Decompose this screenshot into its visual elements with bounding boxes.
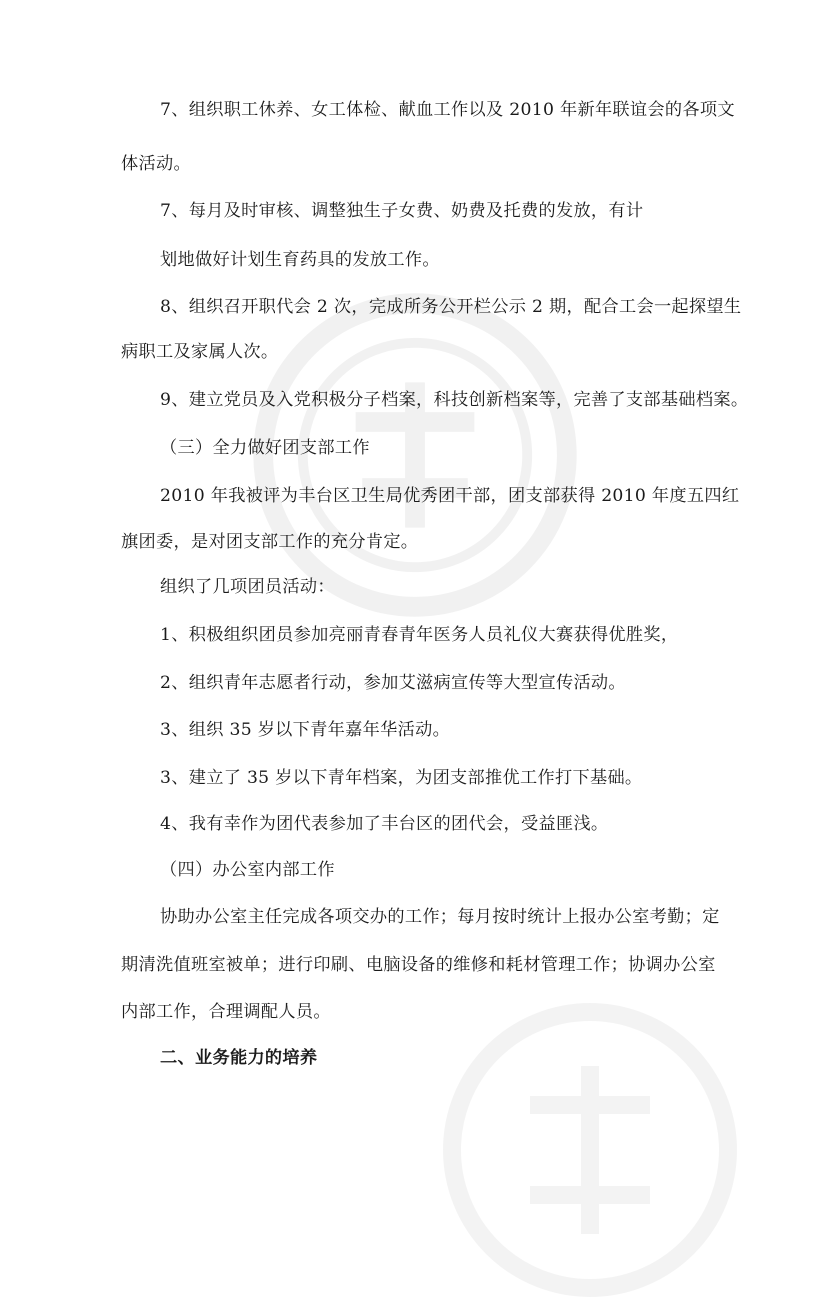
list-item: 2、组织青年志愿者行动，参加艾滋病宣传等大型宣传活动。	[160, 673, 626, 693]
paragraph-line: 旗团委，是对团支部工作的充分肯定。	[121, 532, 419, 552]
paragraph-line: 8、组织召开职代会 2 次，完成所务公开栏公示 2 期，配合工会一起探望生	[160, 297, 742, 317]
paragraph-line: 病职工及家属人次。	[121, 342, 279, 362]
paragraph-line: 内部工作，合理调配人员。	[121, 1002, 331, 1022]
paragraph-line: 体活动。	[121, 154, 191, 174]
section-heading: （四）办公室内部工作	[160, 860, 335, 880]
paragraph-line: 2010 年我被评为丰台区卫生局优秀团干部，团支部获得 2010 年度五四红	[160, 486, 740, 506]
list-item: 3、组织 35 岁以下青年嘉年华活动。	[160, 720, 451, 740]
paragraph-line: 期清洗值班室被单；进行印刷、电脑设备的维修和耗材管理工作；协调办公室	[121, 955, 716, 975]
paragraph-line: 7、组织职工休养、女工体检、献血工作以及 2010 年新年联谊会的各项文	[160, 100, 735, 120]
section-heading: （三）全力做好团支部工作	[160, 438, 370, 458]
list-item: 3、建立了 35 岁以下青年档案，为团支部推优工作打下基础。	[160, 768, 643, 788]
paragraph-line: 协助办公室主任完成各项交办的工作；每月按时统计上报办公室考勤；定	[160, 907, 720, 927]
watermark-seal-icon	[440, 1000, 740, 1300]
paragraph-line: 7、每月及时审核、调整独生子女费、奶费及托费的发放，有计	[160, 201, 644, 221]
list-item: 4、我有幸作为团代表参加了丰台区的团代会，受益匪浅。	[160, 814, 609, 834]
paragraph-line: 组织了几项团员活动：	[160, 577, 335, 597]
paragraph-line: 划地做好计划生育药具的发放工作。	[160, 250, 440, 270]
paragraph-line: 9、建立党员及入党积极分子档案，科技创新档案等，完善了支部基础档案。	[160, 390, 749, 410]
chapter-heading: 二、业务能力的培养	[160, 1048, 318, 1068]
list-item: 1、积极组织团员参加亮丽青春青年医务人员礼仪大赛获得优胜奖，	[160, 625, 679, 645]
